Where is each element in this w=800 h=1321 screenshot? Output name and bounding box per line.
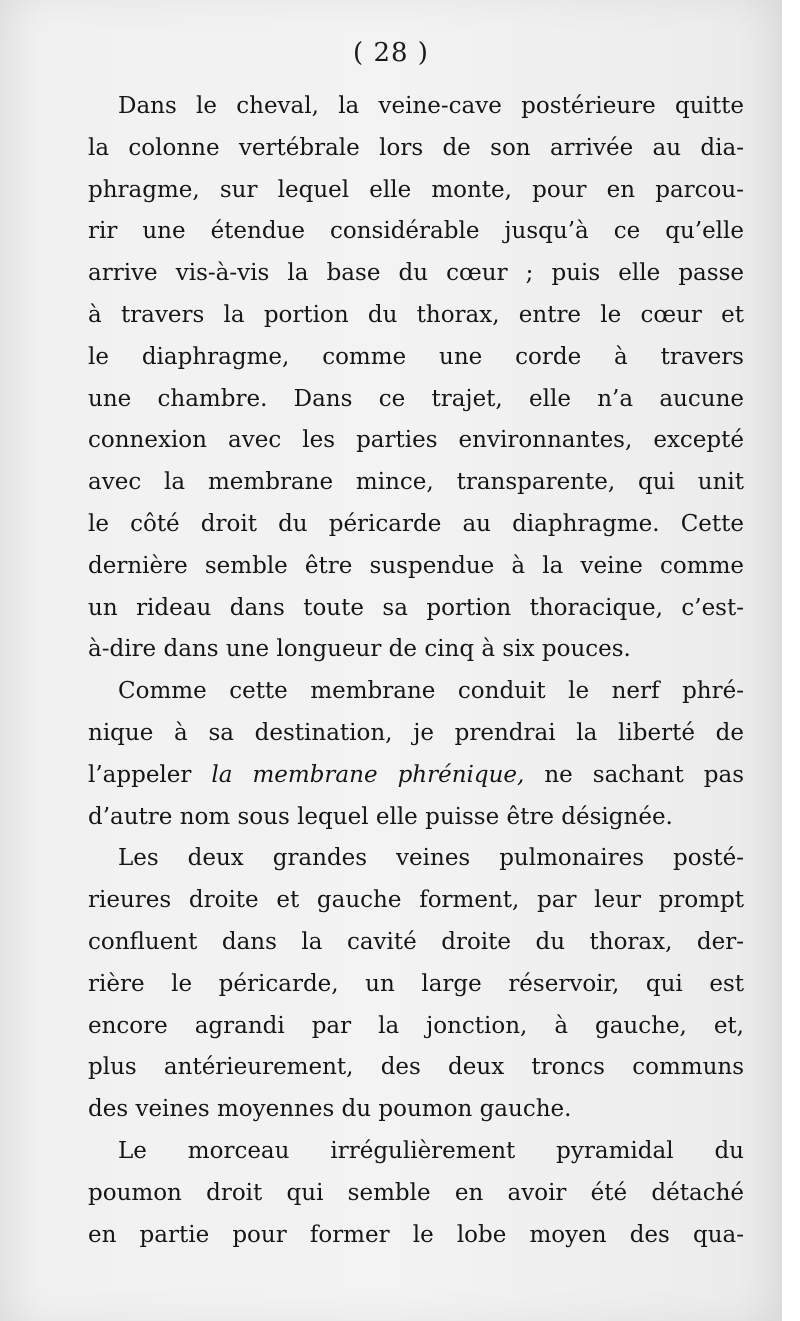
text-line: la colonne vertébrale lors de son arrivée au dia- (88, 134, 744, 161)
text-line: encore agrandi par la jonction, à gauche, et, (88, 1012, 744, 1039)
text-line: Comme cette membrane conduit le nerf phré- (118, 678, 744, 705)
text-line: rir une étendue considérable jusqu’à ce qu’elle (88, 218, 744, 245)
text-line: rieures droite et gauche forment, par leur prompt (88, 887, 744, 914)
page-number: ( 28 ) (353, 38, 429, 68)
paragraph-4 (88, 1131, 744, 1256)
text-segment: l’appeler (88, 761, 212, 788)
text-line: confluent dans la cavité droite du thorax, der- (88, 928, 744, 955)
text-line: dernière semble être suspendue à la veine comme (88, 552, 744, 579)
text-line: le diaphragme, comme une corde à travers (88, 343, 744, 370)
text-line: d’autre nom sous lequel elle puisse être désignée. (88, 803, 673, 830)
paragraph-2 (88, 671, 744, 838)
text-line: à travers la portion du thorax, entre le cœur et (88, 301, 744, 328)
text-line: des veines moyennes du poumon gauche. (88, 1096, 572, 1123)
text-line: Dans le cheval, la veine-cave postérieure quitte (118, 93, 744, 119)
text-line: connexion avec les parties environnantes, excepté (88, 427, 744, 454)
italic-term: la membrane phrénique, (211, 761, 525, 788)
paragraph-1 (88, 86, 744, 671)
text-line-with-italic (88, 755, 744, 797)
text-line: un rideau dans toute sa portion thoracique, c’est- (88, 594, 744, 621)
body-text (88, 86, 744, 1256)
text-line: Le morceau irrégulièrement pyramidal du (118, 1137, 744, 1164)
text-line: le côté droit du péricarde au diaphragme. Cette (88, 510, 744, 537)
text-line: nique à sa destination, je prendrai la liberté de (88, 719, 744, 746)
text-line: phragme, sur lequel elle monte, pour en parcou- (88, 176, 744, 203)
text-line: arrive vis-à-vis la base du cœur ; puis elle passe (88, 260, 744, 287)
text-line: plus antérieurement, des deux troncs communs (88, 1054, 744, 1081)
text-line: à-dire dans une longueur de cinq à six pouces. (88, 636, 631, 663)
text-segment: ne sachant pas (524, 761, 744, 788)
text-line: une chambre. Dans ce trajet, elle n’a aucune (88, 385, 744, 412)
text-line: poumon droit qui semble en avoir été détaché (88, 1179, 744, 1206)
paragraph-3 (88, 838, 744, 1131)
text-line: avec la membrane mince, transparente, qui unit (88, 469, 744, 496)
text-line: Les deux grandes veines pulmonaires posté- (118, 845, 744, 872)
text-line: rière le péricarde, un large réservoir, qui est (88, 970, 744, 997)
text-line: en partie pour former le lobe moyen des qua- (88, 1221, 744, 1248)
